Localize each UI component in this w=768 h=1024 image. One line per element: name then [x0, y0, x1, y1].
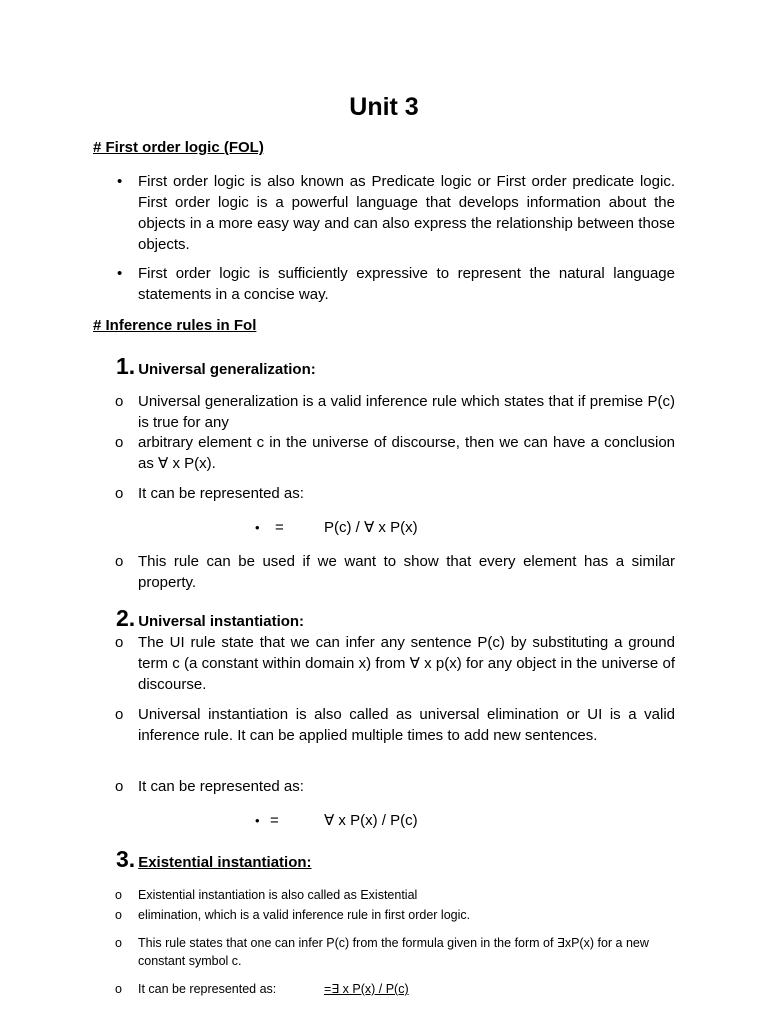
- rule-2-title: Universal instantiation:: [138, 613, 305, 630]
- rule-1-heading: [116, 352, 316, 384]
- rule-1-item-4: This rule can be used if we want to show that every element has a similar property.: [138, 553, 675, 591]
- fol-bullet-2: First order logic is sufficiently expressive to represent the natural language statements in a concise way.: [138, 265, 675, 303]
- rule-3-title: Existential instantiation:: [138, 854, 312, 871]
- rule-1-item-3: It can be represented as:: [138, 485, 304, 502]
- rule-2-item-2: Universal instantiation is also called as universal elimination or UI is a valid inference rule. It can be applied multiple times to add new sentences.: [138, 706, 675, 744]
- circle-marker: o: [115, 553, 124, 570]
- section-heading-fol: # First order logic (FOL): [93, 139, 264, 156]
- circle-marker: o: [115, 434, 124, 451]
- rule-3-item-1: Existential instantiation is also called as Existential: [138, 888, 418, 902]
- bullet-marker: •: [117, 265, 123, 282]
- page-title: Unit 3: [349, 93, 419, 121]
- circle-marker: o: [115, 393, 124, 410]
- rule-3-heading: [116, 845, 312, 877]
- rule-3-formula: =∃ x P(x) / P(c): [324, 982, 409, 996]
- circle-marker: o: [115, 908, 122, 922]
- rule-1-item-2: arbitrary element c in the universe of discourse, then we can have a conclusion as ∀ x P(x).: [138, 434, 675, 472]
- fol-bullet-1: First order logic is also known as Predicate logic or First order predicate logic. First order logic is a powerful language that develops information about the objects in a more easy way and can also express the relationship between those objects.: [138, 173, 675, 253]
- circle-marker: o: [115, 888, 122, 902]
- rule-3-item-4: It can be represented as:: [138, 982, 277, 996]
- rule-3-item-2: elimination, which is a valid inference rule in first order logic.: [138, 908, 471, 922]
- circle-marker: o: [115, 485, 124, 502]
- rule-1-title: Universal generalization:: [138, 361, 316, 378]
- circle-marker: o: [115, 634, 124, 651]
- bullet-marker: •: [117, 173, 123, 190]
- circle-marker: o: [115, 982, 122, 996]
- rule-3-number: 3.: [116, 846, 136, 872]
- formula-bullet: •: [255, 520, 260, 535]
- formula-bullet: •: [255, 813, 260, 828]
- formula-equals: =: [275, 519, 284, 536]
- rule-2-number: 2.: [116, 605, 136, 631]
- circle-marker: o: [115, 936, 122, 950]
- rule-1-item-1: Universal generalization is a valid inference rule which states that if premise P(c) is true for any: [138, 393, 675, 431]
- circle-marker: o: [115, 778, 124, 795]
- section-heading-inference: # Inference rules in Fol: [93, 317, 257, 334]
- rule-2-item-1: The UI rule state that we can infer any sentence P(c) by substituting a ground term c (a constant within domain x) from ∀ x p(x) for any object in the universe of discourse.: [138, 634, 675, 693]
- rule-1-formula: P(c) / ∀ x P(x): [324, 519, 418, 536]
- rule-3-item-3: This rule states that one can infer P(c) from the formula given in the form of ∃xP(x) for a new constant symbol c.: [138, 936, 649, 968]
- rule-2-formula: ∀ x P(x) / P(c): [324, 812, 418, 829]
- rule-1-number: 1.: [116, 353, 136, 379]
- circle-marker: o: [115, 706, 124, 723]
- formula-equals: =: [270, 812, 279, 829]
- rule-2-item-3: It can be represented as:: [138, 778, 304, 795]
